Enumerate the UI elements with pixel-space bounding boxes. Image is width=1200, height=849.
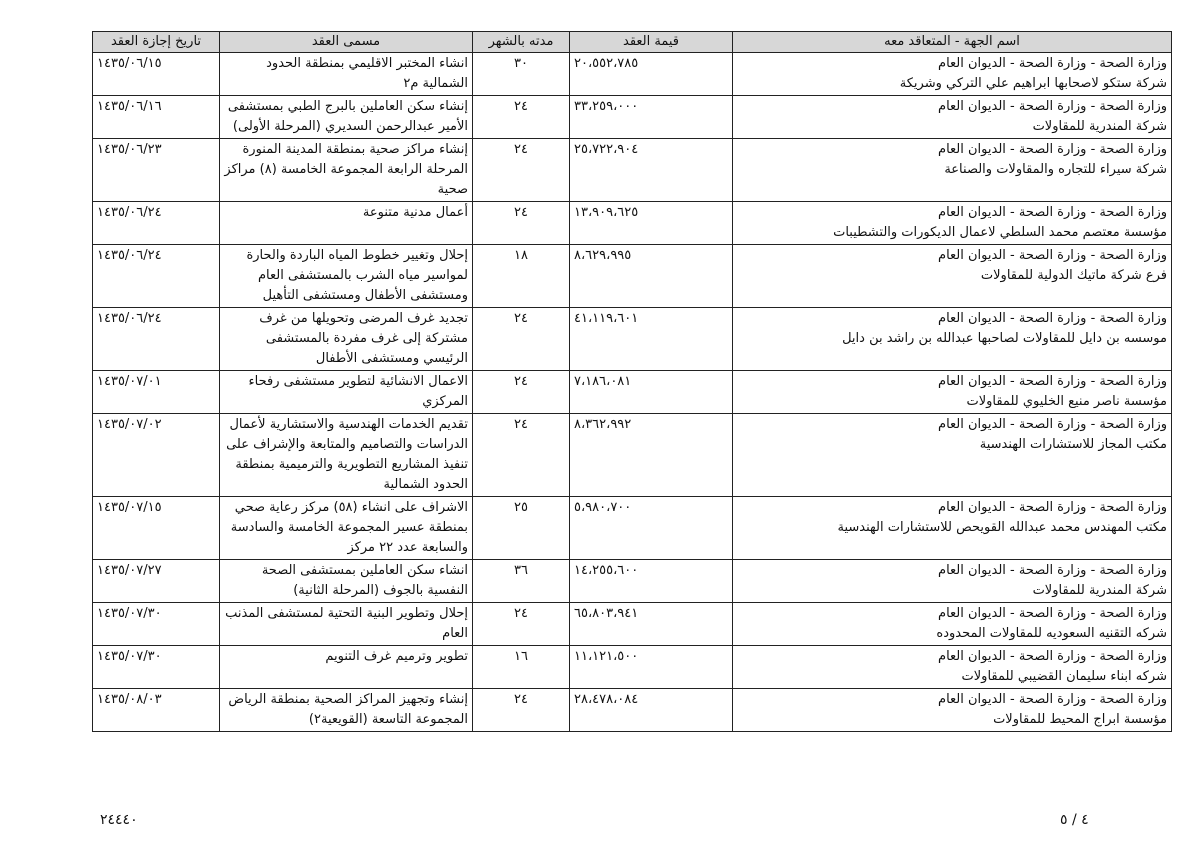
cell-contract-name: إنشاء سكن العاملين بالبرج الطبي بمستشفى الأمير عبدالرحمن السديري (المرحلة الأولى): [220, 96, 473, 139]
party-ministry: وزارة الصحة - وزارة الصحة - الديوان العام: [938, 563, 1167, 578]
cell-duration: ٣٠: [473, 53, 570, 96]
party-contractor: شركة المندرية للمقاولات: [1032, 119, 1167, 134]
cell-duration: ٢٤: [473, 139, 570, 202]
cell-party: [733, 96, 1172, 139]
table-row: [93, 139, 1172, 202]
table-row: [93, 689, 1172, 732]
cell-value: ٨،٦٢٩،٩٩٥: [570, 245, 733, 308]
party-contractor: شركة ستكو لاصحابها ابراهيم علي التركي وشريكة: [899, 76, 1167, 91]
cell-party: [733, 414, 1172, 497]
cell-contract-name: انشاء سكن العاملين بمستشفى الصحة النفسية بالجوف (المرحلة الثانية): [220, 560, 473, 603]
cell-party: [733, 53, 1172, 96]
header-party: اسم الجهة - المتعاقد معه: [733, 32, 1172, 53]
cell-approval-date: ١٤٣٥/٠٧/٣٠: [93, 603, 220, 646]
cell-value: ٢٨،٤٧٨،٠٨٤: [570, 689, 733, 732]
cell-party: [733, 603, 1172, 646]
contracts-table: [92, 31, 1172, 732]
cell-approval-date: ١٤٣٥/٠٦/٢٤: [93, 308, 220, 371]
cell-party: [733, 497, 1172, 560]
cell-duration: ٢٤: [473, 371, 570, 414]
party-contractor: شركه التقنيه السعوديه للمقاولات المحدوده: [936, 626, 1167, 641]
table-row: [93, 96, 1172, 139]
party-contractor: مؤسسة ابراج المحيط للمقاولات: [993, 712, 1167, 727]
cell-approval-date: ١٤٣٥/٠٦/٢٤: [93, 202, 220, 245]
party-contractor: شركة المندرية للمقاولات: [1032, 583, 1167, 598]
party-ministry: وزارة الصحة - وزارة الصحة - الديوان العام: [938, 649, 1167, 664]
party-ministry: وزارة الصحة - وزارة الصحة - الديوان العام: [938, 248, 1167, 263]
cell-duration: ١٦: [473, 646, 570, 689]
cell-contract-name: تقديم الخدمات الهندسية والاستشارية لأعمال الدراسات والتصاميم والمتابعة والإشراف على تنفيذ المشاريع التطويرية والترميمية بمنطقة الحدود الشمالية: [220, 414, 473, 497]
cell-contract-name: تطوير وترميم غرف التنويم: [220, 646, 473, 689]
cell-contract-name: إنشاء وتجهيز المراكز الصحية بمنطقة الرياض المجموعة التاسعة (القويعية٢): [220, 689, 473, 732]
table-row: [93, 603, 1172, 646]
cell-value: ١٤،٢٥٥،٦٠٠: [570, 560, 733, 603]
cell-contract-name: انشاء المختبر الاقليمي بمنطقة الحدود الشمالية م٢: [220, 53, 473, 96]
table-row: [93, 53, 1172, 96]
cell-value: ٦٥،٨٠٣،٩٤١: [570, 603, 733, 646]
cell-approval-date: ١٤٣٥/٠٦/١٥: [93, 53, 220, 96]
cell-contract-name: تجديد غرف المرضى وتحويلها من غرف مشتركة إلى غرف مفردة بالمستشفى الرئيسي ومستشفى الأطفال: [220, 308, 473, 371]
document-number: ٢٤٤٤٠: [100, 812, 138, 828]
cell-value: ٢٠،٥٥٢،٧٨٥: [570, 53, 733, 96]
cell-value: ٨،٣٦٢،٩٩٢: [570, 414, 733, 497]
cell-duration: ٢٤: [473, 414, 570, 497]
party-ministry: وزارة الصحة - وزارة الصحة - الديوان العام: [938, 500, 1167, 515]
party-ministry: وزارة الصحة - وزارة الصحة - الديوان العام: [938, 56, 1167, 71]
table-row: [93, 308, 1172, 371]
cell-duration: ٢٥: [473, 497, 570, 560]
cell-approval-date: ١٤٣٥/٠٦/٢٣: [93, 139, 220, 202]
cell-approval-date: ١٤٣٥/٠٦/٢٤: [93, 245, 220, 308]
party-ministry: وزارة الصحة - وزارة الصحة - الديوان العام: [938, 374, 1167, 389]
party-ministry: وزارة الصحة - وزارة الصحة - الديوان العام: [938, 311, 1167, 326]
cell-party: [733, 245, 1172, 308]
cell-duration: ٢٤: [473, 689, 570, 732]
party-contractor: مكتب المجاز للاستشارات الهندسية: [979, 437, 1167, 452]
header-value: قيمة العقد: [570, 32, 733, 53]
cell-value: ٥،٩٨٠،٧٠٠: [570, 497, 733, 560]
party-contractor: شركة سيراء للتجاره والمقاولات والصناعة: [944, 162, 1167, 177]
cell-party: [733, 371, 1172, 414]
party-ministry: وزارة الصحة - وزارة الصحة - الديوان العام: [938, 99, 1167, 114]
cell-approval-date: ١٤٣٥/٠٧/٢٧: [93, 560, 220, 603]
party-ministry: وزارة الصحة - وزارة الصحة - الديوان العام: [938, 205, 1167, 220]
cell-approval-date: ١٤٣٥/٠٨/٠٣: [93, 689, 220, 732]
cell-duration: ٣٦: [473, 560, 570, 603]
party-contractor: مؤسسة معتصم محمد السلطي لاعمال الديكورات والتشطيبات: [833, 225, 1167, 240]
party-ministry: وزارة الصحة - وزارة الصحة - الديوان العام: [938, 692, 1167, 707]
table-row: [93, 414, 1172, 497]
cell-approval-date: ١٤٣٥/٠٦/١٦: [93, 96, 220, 139]
party-contractor: مكتب المهندس محمد عبدالله القويحص للاستشارات الهندسية: [837, 520, 1167, 535]
party-ministry: وزارة الصحة - وزارة الصحة - الديوان العام: [938, 606, 1167, 621]
cell-contract-name: إحلال وتغيير خطوط المياه الباردة والحارة لمواسير مياه الشرب بالمستشفى العام ومستشفى الأطفال ومستشفى التأهيل: [220, 245, 473, 308]
cell-party: [733, 308, 1172, 371]
cell-party: [733, 646, 1172, 689]
header-contract-name: مسمى العقد: [220, 32, 473, 53]
cell-value: ٧،١٨٦،٠٨١: [570, 371, 733, 414]
table-row: [93, 371, 1172, 414]
cell-value: ٤١،١١٩،٦٠١: [570, 308, 733, 371]
party-contractor: شركه ابناء سليمان القضيبي للمقاولات: [961, 669, 1167, 684]
cell-value: ١١،١٢١،٥٠٠: [570, 646, 733, 689]
party-ministry: وزارة الصحة - وزارة الصحة - الديوان العام: [938, 417, 1167, 432]
cell-approval-date: ١٤٣٥/٠٧/٠٢: [93, 414, 220, 497]
cell-value: ١٣،٩٠٩،٦٢٥: [570, 202, 733, 245]
cell-duration: ٢٤: [473, 96, 570, 139]
cell-contract-name: إحلال وتطوير البنية التحتية لمستشفى المذنب العام: [220, 603, 473, 646]
cell-value: ٢٥،٧٢٢،٩٠٤: [570, 139, 733, 202]
cell-contract-name: أعمال مدنية متنوعة: [220, 202, 473, 245]
cell-duration: ٢٤: [473, 603, 570, 646]
cell-party: [733, 560, 1172, 603]
header-duration: مدته بالشهر: [473, 32, 570, 53]
cell-approval-date: ١٤٣٥/٠٧/٣٠: [93, 646, 220, 689]
cell-duration: ٢٤: [473, 308, 570, 371]
table-row: [93, 560, 1172, 603]
cell-value: ٣٣،٢٥٩،٠٠٠: [570, 96, 733, 139]
cell-duration: ١٨: [473, 245, 570, 308]
page-number: ٤ / ٥: [1060, 812, 1089, 828]
table-row: [93, 202, 1172, 245]
cell-approval-date: ١٤٣٥/٠٧/٠١: [93, 371, 220, 414]
table-row: [93, 245, 1172, 308]
cell-duration: ٢٤: [473, 202, 570, 245]
cell-contract-name: الاعمال الانشائية لتطوير مستشفى رفحاء المركزي: [220, 371, 473, 414]
party-ministry: وزارة الصحة - وزارة الصحة - الديوان العام: [938, 142, 1167, 157]
header-row: [93, 32, 1172, 53]
cell-party: [733, 689, 1172, 732]
table-row: [93, 646, 1172, 689]
party-contractor: موسسه بن دايل للمقاولات لصاحبها عبدالله بن راشد بن دايل: [842, 331, 1167, 346]
cell-party: [733, 202, 1172, 245]
header-approval-date: تاريخ إجازة العقد: [93, 32, 220, 53]
party-contractor: فرع شركة ماتيك الدولية للمقاولات: [980, 268, 1167, 283]
cell-contract-name: إنشاء مراكز صحية بمنطقة المدينة المنورة المرحلة الرابعة المجموعة الخامسة (٨) مراكز صحية: [220, 139, 473, 202]
table-row: [93, 497, 1172, 560]
cell-approval-date: ١٤٣٥/٠٧/١٥: [93, 497, 220, 560]
party-contractor: مؤسسة ناصر منيع الخليوي للمقاولات: [966, 394, 1167, 409]
cell-party: [733, 139, 1172, 202]
cell-contract-name: الاشراف على انشاء (٥٨) مركز رعاية صحي بمنطقة عسير المجموعة الخامسة والسادسة والسابعة عدد ٢٢ مركز: [220, 497, 473, 560]
